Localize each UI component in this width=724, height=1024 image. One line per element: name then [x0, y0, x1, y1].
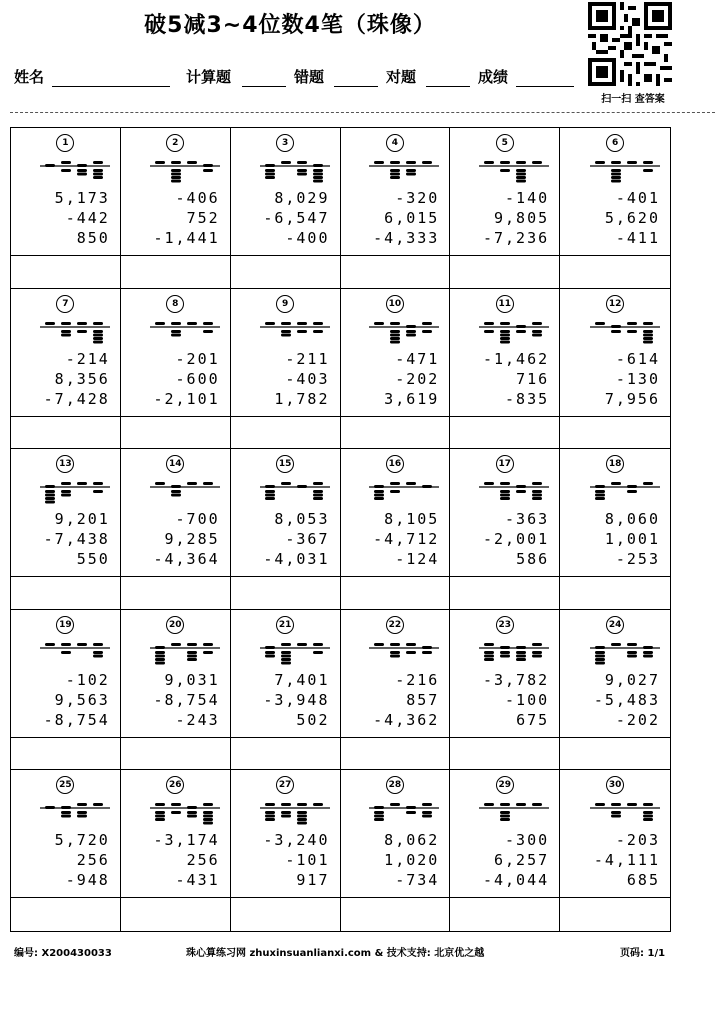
abacus-bead-picture [40, 322, 110, 344]
answer-box[interactable] [450, 255, 559, 256]
problem-number: 6 [606, 134, 624, 152]
operand: -201 [175, 349, 220, 368]
answer-box[interactable] [121, 255, 230, 256]
operand: -100 [505, 690, 550, 709]
problem-number: 20 [166, 616, 184, 634]
problem-values [55, 188, 110, 248]
problem-cell [121, 449, 231, 610]
operand: 9,201 [54, 510, 110, 529]
operand: -700 [175, 510, 220, 529]
worksheet-title: 破5减3~4位数4笔（珠像） [144, 13, 436, 38]
problem-number: 27 [276, 776, 294, 794]
cut-line [10, 112, 715, 113]
operand: 9,285 [164, 530, 220, 549]
problem-cell [121, 289, 231, 450]
operand: 550 [76, 550, 110, 569]
problem-cell [341, 128, 451, 289]
problem-number: 18 [606, 455, 624, 473]
problem-values [373, 509, 439, 569]
operand: 8,062 [384, 831, 440, 850]
operand: -216 [395, 670, 440, 689]
problem-cell [11, 610, 121, 771]
abacus-bead-picture [590, 803, 660, 825]
problem-cell [11, 449, 121, 610]
problem-cell [231, 610, 341, 771]
operand: -253 [615, 550, 660, 569]
operand: 8,105 [384, 510, 440, 529]
abacus-bead-picture [369, 643, 439, 665]
operand: -7,428 [43, 389, 110, 408]
problem-number: 5 [496, 134, 514, 152]
problem-cell [560, 128, 670, 289]
problem-values [153, 670, 219, 730]
problem-values [263, 670, 329, 730]
problem-cell [11, 128, 121, 289]
operand: 917 [296, 871, 330, 890]
abacus-bead-picture [150, 803, 220, 825]
operand: -140 [505, 189, 550, 207]
problem-cell [231, 128, 341, 289]
operand: 3,619 [384, 389, 440, 408]
correct-label: 对题 [386, 68, 417, 86]
problem-cell [450, 289, 560, 450]
problem-values [594, 670, 660, 730]
operand: -214 [65, 349, 110, 368]
operand: 256 [186, 851, 220, 870]
correct-field[interactable] [426, 86, 470, 87]
problem-values [44, 349, 110, 409]
problem-values [605, 188, 660, 248]
count-field[interactable] [242, 86, 286, 87]
answer-box[interactable] [121, 897, 230, 898]
operand: -614 [615, 349, 660, 368]
answer-box[interactable] [560, 737, 670, 738]
problem-values [55, 830, 110, 890]
problem-cell [11, 289, 121, 450]
problem-number: 16 [386, 455, 404, 473]
answer-box[interactable] [450, 897, 559, 898]
problem-values [263, 509, 329, 569]
problem-cell [341, 289, 451, 450]
operand: -202 [615, 710, 660, 729]
answer-box[interactable] [231, 576, 340, 577]
problem-values [483, 830, 549, 890]
problem-values [274, 349, 329, 409]
problem-cell [231, 770, 341, 931]
operand: -1,441 [153, 229, 220, 247]
problem-number: 21 [276, 616, 294, 634]
abacus-bead-picture [479, 643, 549, 665]
answer-box[interactable] [450, 576, 559, 577]
operand: -4,333 [373, 229, 440, 247]
answer-box[interactable] [341, 897, 450, 898]
answer-box[interactable] [231, 255, 340, 256]
count-label: 计算题 [186, 68, 232, 86]
operand: 5,173 [54, 189, 110, 207]
problem-cell [560, 770, 670, 931]
operand: 6,015 [384, 209, 440, 227]
problem-number: 22 [386, 616, 404, 634]
operand: 586 [516, 550, 550, 569]
site-credit: 珠心算练习网 zhuxinsuanlianxi.com & 技术支持: 北京优之越 [186, 948, 485, 959]
problem-values [384, 830, 439, 890]
abacus-bead-picture [40, 803, 110, 825]
operand: -363 [505, 510, 550, 529]
operand: -202 [395, 369, 440, 388]
problem-values [384, 349, 439, 409]
answer-box[interactable] [450, 737, 559, 738]
problem-number: 24 [606, 616, 624, 634]
problem-cell [231, 449, 341, 610]
operand: -101 [285, 851, 330, 870]
worksheet-code: 编号: X200430033 [14, 948, 112, 959]
abacus-bead-picture [260, 161, 330, 183]
problem-cell [450, 449, 560, 610]
abacus-bead-picture [590, 161, 660, 183]
operand: -124 [395, 550, 440, 569]
operand: 857 [406, 690, 440, 709]
problem-values [373, 670, 439, 730]
abacus-bead-picture [479, 482, 549, 504]
abacus-bead-picture [369, 482, 439, 504]
operand: -7,438 [43, 530, 110, 549]
operand: -2,101 [153, 389, 220, 408]
problem-values [483, 188, 549, 248]
problem-number: 1 [56, 134, 74, 152]
problem-number: 11 [496, 295, 514, 313]
answer-box[interactable] [560, 576, 670, 577]
abacus-bead-picture [479, 803, 549, 825]
problem-cell [231, 289, 341, 450]
operand: -406 [175, 189, 220, 207]
operand: 7,956 [604, 389, 660, 408]
operand: 256 [76, 851, 110, 870]
operand: 8,356 [54, 369, 110, 388]
answer-box[interactable] [560, 255, 670, 256]
answer-box[interactable] [11, 416, 120, 417]
problem-values [44, 670, 110, 730]
abacus-bead-picture [479, 161, 549, 183]
operand: 5,720 [54, 831, 110, 850]
problem-cell [560, 449, 670, 610]
problem-number: 8 [166, 295, 184, 313]
operand: 752 [186, 209, 220, 227]
problem-values [605, 509, 660, 569]
operand: -5,483 [593, 690, 660, 709]
operand: -1,462 [482, 349, 550, 368]
answer-box[interactable] [11, 737, 120, 738]
operand: -320 [395, 189, 440, 207]
name-field[interactable] [52, 86, 170, 87]
operand: -2,001 [482, 530, 550, 549]
operand: -4,364 [153, 550, 220, 569]
operand: -3,240 [263, 831, 330, 850]
answer-box[interactable] [341, 737, 450, 738]
operand: -4,712 [373, 530, 440, 549]
problem-cell [450, 770, 560, 931]
operand: 8,060 [604, 510, 660, 529]
operand: -8,754 [153, 690, 220, 709]
abacus-bead-picture [369, 322, 439, 344]
problem-cell [560, 289, 670, 450]
operand: -4,031 [263, 550, 330, 569]
operand: 9,031 [164, 670, 220, 689]
problem-number: 7 [56, 295, 74, 313]
problem-values [483, 509, 549, 569]
problem-values [153, 349, 219, 409]
problem-values [373, 188, 439, 248]
problem-number: 19 [56, 616, 74, 634]
problem-values [483, 670, 549, 730]
problem-cell [341, 449, 451, 610]
problem-number: 4 [386, 134, 404, 152]
problem-values [605, 349, 660, 409]
operand: -411 [615, 229, 660, 247]
wrong-label: 错题 [294, 68, 325, 86]
problem-values [153, 830, 219, 890]
operand: 9,027 [604, 670, 660, 689]
answer-box[interactable] [341, 576, 450, 577]
answer-box[interactable] [121, 576, 230, 577]
operand: -211 [285, 349, 330, 368]
operand: -300 [505, 831, 550, 850]
answer-box[interactable] [231, 737, 340, 738]
operand: -4,044 [482, 871, 550, 890]
abacus-bead-picture [369, 161, 439, 183]
operand: -3,782 [482, 670, 550, 689]
name-label: 姓名 [14, 68, 45, 86]
score-field[interactable] [516, 86, 574, 87]
abacus-bead-picture [369, 803, 439, 825]
operand: -203 [615, 831, 660, 850]
operand: 1,020 [384, 851, 440, 870]
operand: 8,053 [274, 510, 330, 529]
abacus-bead-picture [590, 322, 660, 344]
student-info-row [14, 64, 584, 90]
answer-box[interactable] [11, 576, 120, 577]
problem-cell [341, 770, 451, 931]
abacus-bead-picture [590, 643, 660, 665]
operand: 1,001 [604, 530, 660, 549]
problem-number: 12 [606, 295, 624, 313]
answer-box[interactable] [560, 897, 670, 898]
operand: 675 [516, 710, 550, 729]
problem-number: 23 [496, 616, 514, 634]
operand: -734 [395, 871, 440, 890]
answer-box[interactable] [121, 737, 230, 738]
problem-number: 14 [166, 455, 184, 473]
operand: -400 [285, 229, 330, 247]
problem-number: 3 [276, 134, 294, 152]
operand: -102 [65, 670, 110, 689]
problem-values [263, 188, 329, 248]
page-number: 页码: 1/1 [620, 948, 666, 959]
operand: 716 [516, 369, 550, 388]
abacus-bead-picture [150, 322, 220, 344]
problem-number: 30 [606, 776, 624, 794]
answer-box[interactable] [11, 255, 120, 256]
abacus-bead-picture [260, 482, 330, 504]
operand: -130 [615, 369, 660, 388]
operand: -401 [615, 189, 660, 207]
answer-box[interactable] [341, 416, 450, 417]
operand: 9,805 [494, 209, 550, 227]
abacus-bead-picture [479, 322, 549, 344]
operand: -948 [65, 871, 110, 890]
problem-values [153, 509, 219, 569]
answer-box[interactable] [560, 416, 670, 417]
operand: 6,257 [494, 851, 550, 870]
problem-number: 17 [496, 455, 514, 473]
problem-number: 26 [166, 776, 184, 794]
abacus-bead-picture [150, 643, 220, 665]
operand: -403 [285, 369, 330, 388]
abacus-bead-picture [40, 482, 110, 504]
answer-box[interactable] [121, 416, 230, 417]
operand: -3,174 [153, 831, 220, 850]
operand: 7,401 [274, 670, 330, 689]
operand: 502 [296, 710, 330, 729]
problem-values [44, 509, 110, 569]
qr-code [588, 2, 672, 86]
operand: -835 [505, 389, 550, 408]
abacus-bead-picture [260, 322, 330, 344]
operand: 5,620 [604, 209, 660, 227]
answer-box[interactable] [231, 897, 340, 898]
answer-box[interactable] [341, 255, 450, 256]
problem-number: 25 [56, 776, 74, 794]
abacus-bead-picture [260, 643, 330, 665]
problem-cell [450, 128, 560, 289]
abacus-bead-picture [590, 482, 660, 504]
abacus-bead-picture [40, 161, 110, 183]
operand: 850 [76, 229, 110, 247]
problem-values [263, 830, 329, 890]
problem-grid [10, 127, 671, 932]
answer-box[interactable] [231, 416, 340, 417]
problem-cell [11, 770, 121, 931]
abacus-bead-picture [150, 482, 220, 504]
problem-cell [560, 610, 670, 771]
abacus-bead-picture [150, 161, 220, 183]
operand: -243 [175, 710, 220, 729]
problem-cell [341, 610, 451, 771]
operand: -6,547 [263, 209, 330, 227]
operand: -471 [395, 349, 440, 368]
problem-values [594, 830, 660, 890]
answer-box[interactable] [11, 897, 120, 898]
problem-number: 13 [56, 455, 74, 473]
problem-cell [121, 128, 231, 289]
operand: 8,029 [274, 189, 330, 207]
answer-box[interactable] [450, 416, 559, 417]
abacus-bead-picture [260, 803, 330, 825]
wrong-field[interactable] [334, 86, 378, 87]
problem-values [483, 349, 549, 409]
problem-number: 29 [496, 776, 514, 794]
problem-number: 15 [276, 455, 294, 473]
operand: -4,111 [593, 851, 660, 870]
problem-values [153, 188, 219, 248]
problem-cell [450, 610, 560, 771]
problem-number: 28 [386, 776, 404, 794]
operand: -431 [175, 871, 220, 890]
problem-cell [121, 610, 231, 771]
problem-number: 9 [276, 295, 294, 313]
problem-number: 10 [386, 295, 404, 313]
operand: 685 [626, 871, 660, 890]
operand: -367 [285, 530, 330, 549]
operand: -7,236 [482, 229, 550, 247]
score-label: 成绩 [478, 68, 509, 86]
operand: -600 [175, 369, 220, 388]
operand: -4,362 [373, 710, 440, 729]
operand: -3,948 [263, 690, 330, 709]
operand: -442 [65, 209, 110, 227]
operand: 1,782 [274, 389, 330, 408]
abacus-bead-picture [40, 643, 110, 665]
operand: 9,563 [54, 690, 110, 709]
problem-number: 2 [166, 134, 184, 152]
qr-caption: 扫一扫 查答案 [601, 94, 665, 105]
problem-cell [121, 770, 231, 931]
operand: -8,754 [43, 710, 110, 729]
